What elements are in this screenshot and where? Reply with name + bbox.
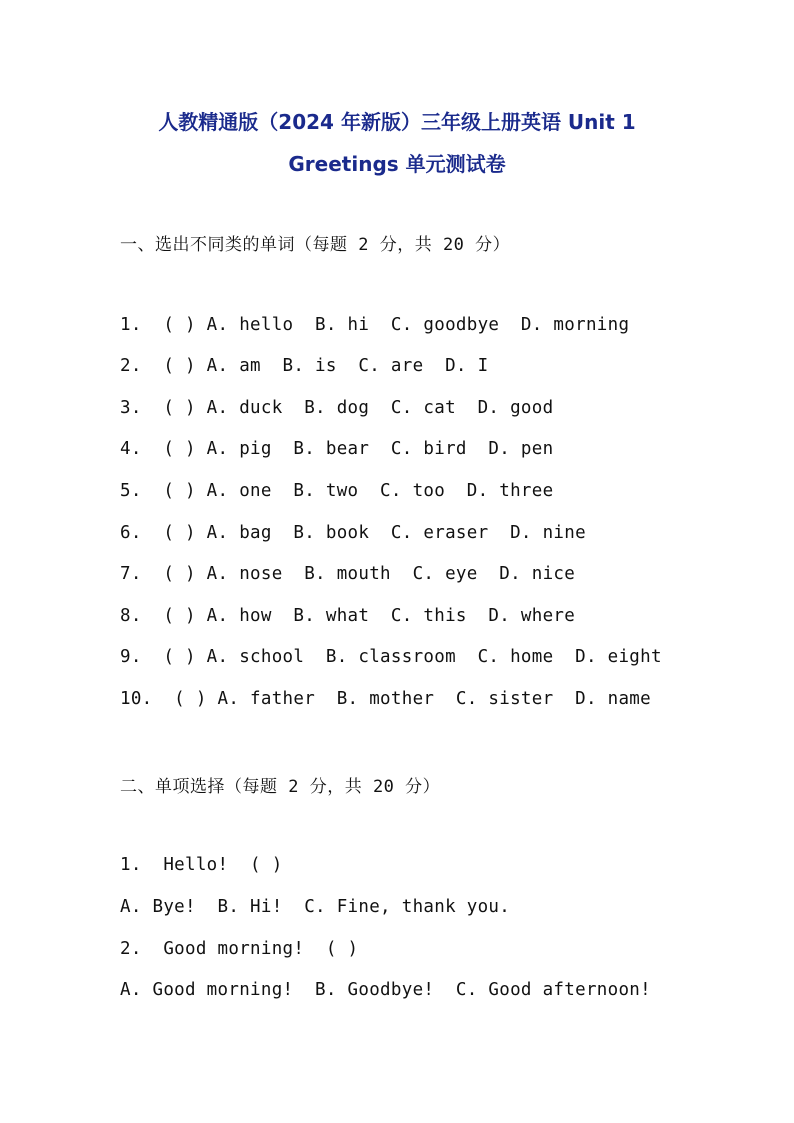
question-line-4: 4. ( ) A. pig B. bear C. bird D. pen (120, 439, 554, 459)
question-line-9: 9. ( ) A. school B. classroom C. home D. eight (120, 647, 662, 667)
question-line-1: 1. ( ) A. hello B. hi C. goodbye D. morning (120, 315, 630, 335)
question-line-5: 5. ( ) A. one B. two C. too D. three (120, 481, 554, 501)
question-line-10: 10. ( ) A. father B. mother C. sister D. name (120, 689, 651, 709)
choice-question-1: 1. Hello! ( ) (120, 855, 283, 875)
section-2-heading: 二、单项选择（每题 2 分，共 20 分） (120, 777, 441, 797)
question-line-8: 8. ( ) A. how B. what C. this D. where (120, 606, 576, 626)
choice-options-1: A. Bye! B. Hi! C. Fine, thank you. (120, 897, 511, 917)
question-line-6: 6. ( ) A. bag B. book C. eraser D. nine (120, 523, 586, 543)
question-line-7: 7. ( ) A. nose B. mouth C. eye D. nice (120, 564, 576, 584)
document-title-line-2: Greetings 单元测试卷 (288, 152, 506, 176)
document-title-line-1: 人教精通版（2024 年新版）三年级上册英语 Unit 1 (158, 110, 636, 134)
question-line-3: 3. ( ) A. duck B. dog C. cat D. good (120, 398, 554, 418)
choice-question-2: 2. Good morning! ( ) (120, 939, 359, 959)
choice-options-2: A. Good morning! B. Goodbye! C. Good afternoon! (120, 980, 651, 1000)
section-1-heading: 一、选出不同类的单词（每题 2 分，共 20 分） (120, 235, 511, 255)
question-line-2: 2. ( ) A. am B. is C. are D. I (120, 356, 489, 376)
